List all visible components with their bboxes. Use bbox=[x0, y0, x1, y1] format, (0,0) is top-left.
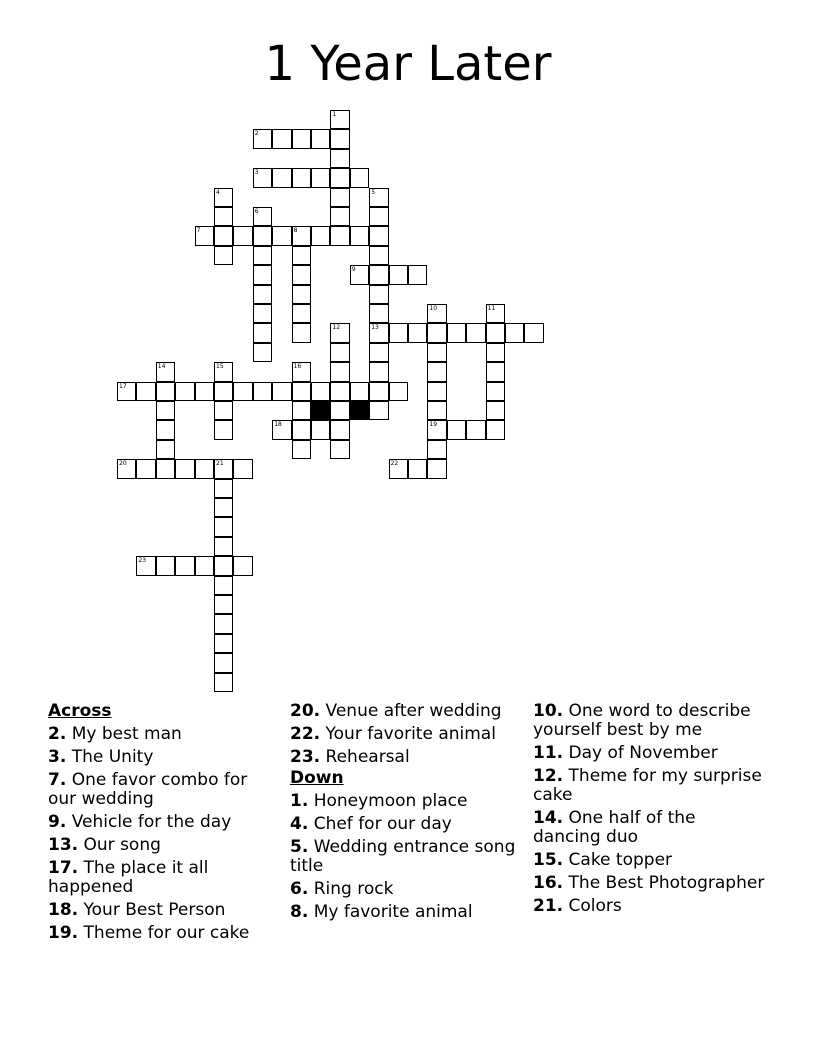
clue-across-3: 3. The Unity bbox=[48, 747, 154, 767]
clue-across-2: 2. My best man bbox=[48, 724, 182, 744]
clue-number: 21 bbox=[216, 460, 224, 468]
grid-cell[interactable] bbox=[253, 285, 272, 304]
grid-cell[interactable] bbox=[369, 362, 388, 381]
grid-cell[interactable] bbox=[427, 382, 446, 401]
grid-cell[interactable] bbox=[272, 129, 291, 148]
grid-cell[interactable] bbox=[292, 401, 311, 420]
grid-cell[interactable] bbox=[156, 401, 175, 420]
grid-cell[interactable] bbox=[369, 226, 388, 245]
grid-cell[interactable] bbox=[330, 323, 349, 342]
grid-cell[interactable] bbox=[330, 129, 349, 148]
clues-column-2 bbox=[290, 700, 516, 922]
grid-cell[interactable] bbox=[214, 576, 233, 595]
grid-cell[interactable] bbox=[253, 265, 272, 284]
clues-column-1 bbox=[48, 700, 270, 943]
down-heading: Down bbox=[290, 768, 344, 788]
grid-cell[interactable] bbox=[292, 265, 311, 284]
grid-cell[interactable] bbox=[195, 556, 214, 575]
clue-number: 23 bbox=[138, 557, 147, 565]
clue-across-20: 20. Venue after wedding bbox=[290, 701, 502, 721]
grid-cell[interactable] bbox=[292, 246, 311, 265]
grid-cell[interactable] bbox=[330, 401, 349, 420]
clue-down-15: 15. Cake topper bbox=[533, 850, 673, 870]
clue-across-9: 9. Vehicle for the day bbox=[48, 812, 232, 832]
clue-number: 3 bbox=[254, 169, 259, 177]
grid-cell[interactable] bbox=[369, 285, 388, 304]
grid-cell[interactable] bbox=[427, 304, 446, 323]
clue-across-17: 17. The place it all happened bbox=[48, 858, 209, 897]
grid-cell[interactable] bbox=[408, 323, 427, 342]
clue-across-7: 7. One favor combo for our wedding bbox=[48, 770, 248, 809]
clue-across-23: 23. Rehearsal bbox=[290, 747, 410, 767]
clue-down-10: 10. One word to describe yourself best by me bbox=[533, 701, 751, 740]
clue-down-5: 5. Wedding entrance song title bbox=[290, 837, 516, 876]
grid-cell[interactable] bbox=[175, 556, 194, 575]
grid-cell[interactable] bbox=[389, 265, 408, 284]
clue-number: 14 bbox=[157, 363, 166, 371]
grid-cell[interactable] bbox=[233, 226, 252, 245]
clue-number: 16 bbox=[293, 363, 302, 371]
grid-cell[interactable] bbox=[311, 382, 330, 401]
grid-cell[interactable] bbox=[117, 459, 136, 478]
grid-cell[interactable] bbox=[253, 129, 272, 148]
grid-cell[interactable] bbox=[389, 382, 408, 401]
grid-cell[interactable] bbox=[486, 323, 505, 342]
clue-number: 17 bbox=[119, 382, 127, 390]
grid-cell[interactable] bbox=[292, 323, 311, 342]
grid-cell[interactable] bbox=[350, 265, 369, 284]
clue-number: 11 bbox=[487, 305, 496, 312]
clue-number: 2 bbox=[254, 130, 259, 138]
grid-cell[interactable] bbox=[292, 304, 311, 323]
grid-cell[interactable] bbox=[253, 382, 272, 401]
grid-cell[interactable] bbox=[427, 343, 446, 362]
grid-cell[interactable] bbox=[330, 440, 349, 459]
grid-cell[interactable] bbox=[486, 420, 505, 439]
clue-number: 8 bbox=[293, 227, 298, 235]
grid-cell[interactable] bbox=[369, 401, 388, 420]
clue-number: 1 bbox=[332, 111, 337, 118]
grid-cell[interactable] bbox=[214, 420, 233, 439]
clue-across-18: 18. Your Best Person bbox=[48, 900, 226, 920]
grid-cell[interactable] bbox=[389, 323, 408, 342]
grid-cell[interactable] bbox=[389, 459, 408, 478]
clue-number: 18 bbox=[274, 421, 282, 429]
grid-cell[interactable] bbox=[330, 110, 349, 129]
grid-cell[interactable] bbox=[292, 285, 311, 304]
grid-cell[interactable] bbox=[311, 129, 330, 148]
grid-cell[interactable] bbox=[292, 226, 311, 245]
grid-cell[interactable] bbox=[214, 595, 233, 614]
grid-cell[interactable] bbox=[214, 556, 233, 575]
grid-cell[interactable] bbox=[292, 129, 311, 148]
clue-number: 4 bbox=[216, 188, 220, 196]
grid-cell[interactable] bbox=[253, 207, 272, 226]
grid-cell[interactable] bbox=[175, 382, 194, 401]
grid-cell[interactable] bbox=[214, 634, 233, 653]
grid-cell[interactable] bbox=[156, 440, 175, 459]
grid-cell[interactable] bbox=[214, 226, 233, 245]
grid-cell[interactable] bbox=[350, 382, 369, 401]
grid-cell[interactable] bbox=[330, 382, 349, 401]
grid-cell[interactable] bbox=[350, 168, 369, 187]
grid-cell[interactable] bbox=[214, 498, 233, 517]
clue-down-11: 11. Day of November bbox=[533, 743, 718, 763]
clue-down-16: 16. The Best Photographer bbox=[533, 873, 765, 893]
grid-cell[interactable] bbox=[214, 614, 233, 633]
clue-number: 5 bbox=[371, 188, 376, 196]
grid-cell[interactable] bbox=[408, 459, 427, 478]
grid-cell[interactable] bbox=[292, 440, 311, 459]
clue-down-6: 6. Ring rock bbox=[290, 879, 394, 899]
grid-cell[interactable] bbox=[427, 459, 446, 478]
clue-number: 12 bbox=[332, 324, 341, 332]
blocked-cell bbox=[311, 401, 330, 420]
grid-cell[interactable] bbox=[330, 226, 349, 245]
clue-down-4: 4. Chef for our day bbox=[290, 814, 452, 834]
grid-cell[interactable] bbox=[486, 362, 505, 381]
grid-cell[interactable] bbox=[427, 440, 446, 459]
grid-cell[interactable] bbox=[136, 382, 155, 401]
grid-cell[interactable] bbox=[253, 226, 272, 245]
grid-cell[interactable] bbox=[233, 459, 252, 478]
grid-cell[interactable] bbox=[292, 420, 311, 439]
grid-cell[interactable] bbox=[156, 382, 175, 401]
grid-cell[interactable] bbox=[253, 323, 272, 342]
across-heading: Across bbox=[48, 701, 112, 721]
grid-cell[interactable] bbox=[330, 207, 349, 226]
grid-cell[interactable] bbox=[214, 517, 233, 536]
grid-cell[interactable] bbox=[156, 459, 175, 478]
clue-down-21: 21. Colors bbox=[533, 896, 622, 916]
grid-cell[interactable] bbox=[272, 168, 291, 187]
grid-cell[interactable] bbox=[253, 246, 272, 265]
grid-cell[interactable] bbox=[272, 226, 291, 245]
clue-number: 19 bbox=[429, 421, 438, 429]
grid-cell[interactable] bbox=[214, 653, 233, 672]
grid-cell[interactable] bbox=[253, 168, 272, 187]
grid-cell[interactable] bbox=[214, 188, 233, 207]
grid-cell[interactable] bbox=[214, 362, 233, 381]
grid-cell[interactable] bbox=[330, 149, 349, 168]
grid-cell[interactable] bbox=[195, 382, 214, 401]
clue-number: 20 bbox=[119, 460, 127, 468]
grid-cell[interactable] bbox=[272, 382, 291, 401]
grid-cell[interactable] bbox=[369, 382, 388, 401]
grid-cell[interactable] bbox=[369, 207, 388, 226]
grid-cell[interactable] bbox=[486, 401, 505, 420]
clue-across-22: 22. Your favorite animal bbox=[290, 724, 496, 744]
clue-number: 9 bbox=[351, 266, 356, 274]
grid-cell[interactable] bbox=[136, 459, 155, 478]
grid-cell[interactable] bbox=[330, 188, 349, 207]
grid-cell[interactable] bbox=[175, 459, 194, 478]
grid-cell[interactable] bbox=[311, 168, 330, 187]
clue-number: 6 bbox=[254, 208, 259, 215]
grid-cell[interactable] bbox=[427, 323, 446, 342]
grid-cell[interactable] bbox=[486, 382, 505, 401]
grid-cell[interactable] bbox=[214, 459, 233, 478]
grid-cell[interactable] bbox=[369, 265, 388, 284]
grid-cell[interactable] bbox=[369, 246, 388, 265]
blocked-cell bbox=[350, 401, 369, 420]
grid-cell[interactable] bbox=[233, 556, 252, 575]
clues-column-3 bbox=[533, 700, 765, 916]
grid-cell[interactable] bbox=[447, 420, 466, 439]
grid-cell[interactable] bbox=[292, 168, 311, 187]
clue-number: 15 bbox=[216, 363, 224, 371]
grid-cell[interactable] bbox=[214, 401, 233, 420]
grid-cell[interactable] bbox=[292, 382, 311, 401]
grid-cell[interactable] bbox=[117, 382, 136, 401]
grid-cell[interactable] bbox=[233, 382, 252, 401]
grid-cell[interactable] bbox=[427, 401, 446, 420]
grid-cell[interactable] bbox=[408, 265, 427, 284]
grid-cell[interactable] bbox=[272, 420, 291, 439]
grid-cell[interactable] bbox=[292, 362, 311, 381]
grid-cell[interactable] bbox=[214, 382, 233, 401]
clue-across-13: 13. Our song bbox=[48, 835, 161, 855]
grid-cell[interactable] bbox=[369, 304, 388, 323]
grid-cell[interactable] bbox=[330, 362, 349, 381]
grid-cell[interactable] bbox=[311, 420, 330, 439]
clue-down-14: 14. One half of the dancing duo bbox=[533, 808, 696, 847]
grid-cell[interactable] bbox=[195, 226, 214, 245]
grid-cell[interactable] bbox=[214, 537, 233, 556]
grid-cell[interactable] bbox=[486, 343, 505, 362]
grid-cell[interactable] bbox=[253, 304, 272, 323]
page-title: 1 Year Later bbox=[264, 36, 552, 92]
clue-across-19: 19. Theme for our cake bbox=[48, 923, 250, 943]
grid-cell[interactable] bbox=[214, 673, 233, 692]
grid-cell[interactable] bbox=[156, 556, 175, 575]
grid-cell[interactable] bbox=[466, 323, 485, 342]
grid-cell[interactable] bbox=[156, 420, 175, 439]
grid-cell[interactable] bbox=[330, 168, 349, 187]
grid-cell[interactable] bbox=[505, 323, 524, 342]
grid-cell[interactable] bbox=[369, 323, 388, 342]
grid-cell[interactable] bbox=[330, 343, 349, 362]
clue-down-8: 8. My favorite animal bbox=[290, 902, 473, 922]
clue-down-12: 12. Theme for my surprise cake bbox=[533, 766, 762, 805]
clue-down-1: 1. Honeymoon place bbox=[290, 791, 468, 811]
grid-cell[interactable] bbox=[486, 304, 505, 323]
grid-cell[interactable] bbox=[214, 207, 233, 226]
grid-cell[interactable] bbox=[369, 188, 388, 207]
grid-cell[interactable] bbox=[350, 226, 369, 245]
grid-cell[interactable] bbox=[447, 323, 466, 342]
grid-cell[interactable] bbox=[156, 362, 175, 381]
grid-cell[interactable] bbox=[427, 420, 446, 439]
grid-cell[interactable] bbox=[369, 343, 388, 362]
clue-number: 7 bbox=[196, 227, 201, 235]
grid-cell[interactable] bbox=[214, 246, 233, 265]
clue-number: 13 bbox=[371, 324, 379, 332]
grid-cell[interactable] bbox=[195, 459, 214, 478]
grid-cell[interactable] bbox=[330, 420, 349, 439]
grid-cell[interactable] bbox=[524, 323, 543, 342]
grid-cell[interactable] bbox=[214, 479, 233, 498]
grid-cell[interactable] bbox=[427, 362, 446, 381]
grid-cell[interactable] bbox=[466, 420, 485, 439]
grid-cell[interactable] bbox=[253, 343, 272, 362]
grid-cell[interactable] bbox=[311, 226, 330, 245]
clue-number: 22 bbox=[390, 460, 399, 468]
grid-cell[interactable] bbox=[136, 556, 155, 575]
clue-number: 10 bbox=[429, 305, 438, 312]
